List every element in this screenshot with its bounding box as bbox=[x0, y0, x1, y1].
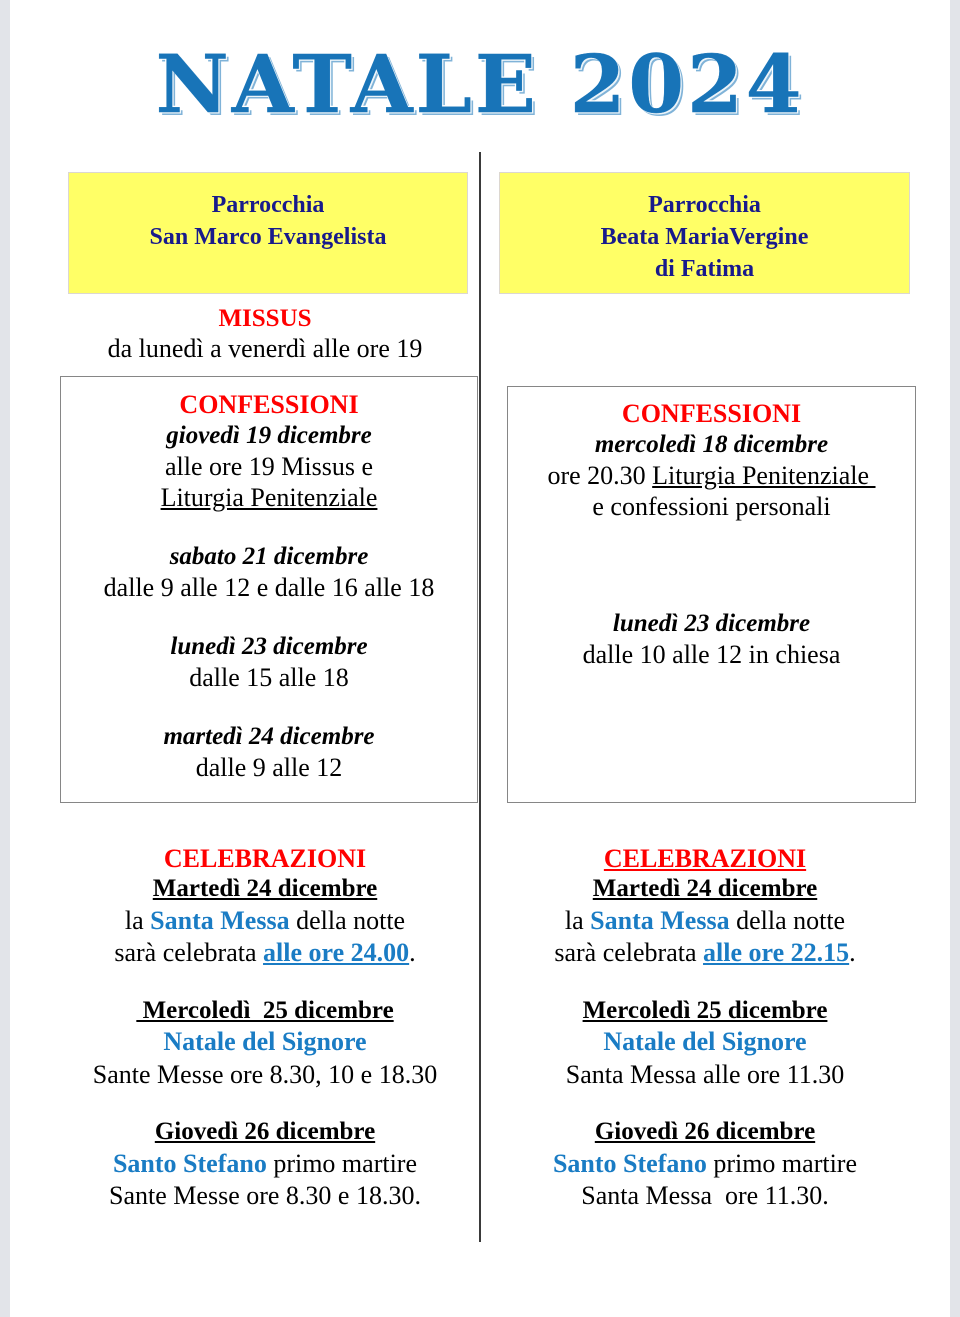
parish-right-line2: Beata MariaVergine bbox=[600, 224, 809, 251]
confessioni-spacer bbox=[61, 603, 477, 632]
confessioni-spacer bbox=[61, 693, 477, 722]
text-part: sarà celebrata bbox=[114, 938, 264, 968]
text-part: della notte bbox=[729, 905, 846, 935]
missus-heading: MISSUS bbox=[218, 305, 312, 332]
confessioni-heading-left: CONFESSIONI bbox=[179, 390, 359, 419]
celebrazioni-spacer bbox=[50, 1091, 480, 1117]
celebrazioni-spacer bbox=[50, 970, 480, 996]
parish-right-line1: Parrocchia bbox=[648, 192, 761, 218]
parish-left-line1: Parrocchia bbox=[211, 192, 325, 218]
celebrazioni-date: Giovedì 26 dicembre bbox=[594, 1118, 816, 1146]
celebrazioni-heading-left: CELEBRAZIONI bbox=[163, 844, 367, 873]
missus-schedule: da lunedì a venerdì alle ore 19 bbox=[107, 334, 423, 363]
santa-messa-highlight: Santa Messa bbox=[150, 905, 290, 935]
confessioni-spacer bbox=[508, 551, 915, 580]
text-part: sarà celebrata bbox=[554, 938, 704, 968]
text-part: la bbox=[124, 905, 151, 935]
celebrazioni-detail bbox=[50, 905, 480, 938]
confessioni-detail bbox=[508, 460, 915, 491]
celebrazioni-spacer bbox=[490, 970, 920, 996]
confessioni-detail: dalle 15 alle 18 bbox=[189, 663, 349, 693]
celebrazioni-feast: Natale del Signore bbox=[163, 1027, 367, 1057]
celebrazioni-date: Mercoledì 25 dicembre bbox=[582, 996, 828, 1024]
celebrazioni-times: Sante Messe ore 8.30 e 18.30. bbox=[109, 1181, 421, 1211]
confessioni-detail: dalle 9 alle 12 e dalle 16 alle 18 bbox=[103, 573, 435, 603]
celebrazioni-feast: Natale del Signore bbox=[603, 1027, 807, 1057]
celebrazioni-times: Sante Messe ore 8.30, 10 e 18.30 bbox=[92, 1059, 438, 1089]
page-content bbox=[10, 0, 950, 1317]
page-title-text: NATALE 2024 bbox=[155, 37, 805, 131]
confessioni-box-right bbox=[507, 386, 916, 803]
mass-time-highlight: alle ore 22.15 bbox=[703, 938, 850, 968]
parish-header-right bbox=[499, 172, 910, 294]
celebrazioni-detail bbox=[490, 905, 920, 938]
confessioni-detail-underlined: Liturgia Penitenziale bbox=[160, 482, 378, 512]
saint-highlight: Santo Stefano bbox=[552, 1148, 707, 1178]
page-title bbox=[10, 37, 950, 131]
text-part: primo martire bbox=[266, 1148, 418, 1178]
celebrazioni-section-right bbox=[490, 843, 920, 1213]
celebrazioni-date: Martedì 24 dicembre bbox=[592, 875, 818, 903]
parish-right-line3: di Fatima bbox=[654, 256, 755, 283]
text-part: della notte bbox=[289, 905, 406, 935]
confessioni-date: lunedì 23 dicembre bbox=[612, 610, 811, 638]
celebrazioni-date: Giovedì 26 dicembre bbox=[154, 1118, 376, 1146]
text-part: . bbox=[849, 938, 856, 968]
celebrazioni-spacer bbox=[490, 1091, 920, 1117]
confessioni-date: mercoledì 18 dicembre bbox=[594, 430, 829, 458]
confessioni-detail: dalle 9 alle 12 bbox=[195, 753, 343, 783]
confessioni-heading-right: CONFESSIONI bbox=[621, 399, 802, 428]
celebrazioni-times: Santa Messa ore 11.30. bbox=[581, 1181, 829, 1211]
celebrazioni-date: Mercoledì 25 dicembre bbox=[136, 996, 394, 1024]
celebrazioni-saint bbox=[50, 1148, 480, 1181]
celebrazioni-date: Martedì 24 dicembre bbox=[152, 875, 378, 903]
confessioni-spacer bbox=[508, 580, 915, 609]
celebrazioni-section-left bbox=[50, 843, 480, 1213]
confessioni-date: martedì 24 dicembre bbox=[163, 723, 375, 751]
celebrazioni-heading-right: CELEBRAZIONI bbox=[603, 844, 807, 873]
text-part: la bbox=[564, 905, 591, 935]
celebrazioni-detail bbox=[490, 937, 920, 970]
parish-left-line2: San Marco Evangelista bbox=[149, 224, 387, 251]
confessioni-date: sabato 21 dicembre bbox=[169, 543, 369, 571]
confessioni-date: giovedì 19 dicembre bbox=[166, 421, 372, 449]
celebrazioni-detail bbox=[50, 937, 480, 970]
celebrazioni-saint bbox=[490, 1148, 920, 1181]
confessioni-date: lunedì 23 dicembre bbox=[170, 633, 368, 661]
confessioni-detail: dalle 10 alle 12 in chiesa bbox=[582, 640, 841, 670]
confessioni-spacer bbox=[61, 513, 477, 542]
celebrazioni-times: Santa Messa alle ore 11.30 bbox=[565, 1059, 845, 1089]
mass-time-highlight: alle ore 24.00 bbox=[263, 938, 410, 968]
liturgia-underlined: Liturgia Penitenziale bbox=[652, 460, 876, 490]
saint-highlight: Santo Stefano bbox=[112, 1148, 267, 1178]
confessioni-detail: e confessioni personali bbox=[592, 491, 831, 521]
text-part: ore 20.30 bbox=[547, 460, 653, 490]
text-part: primo martire bbox=[706, 1148, 858, 1178]
confessioni-spacer bbox=[508, 522, 915, 551]
parish-header-left bbox=[68, 172, 468, 294]
santa-messa-highlight: Santa Messa bbox=[590, 905, 730, 935]
missus-section bbox=[50, 305, 480, 364]
text-part: . bbox=[409, 938, 416, 968]
confessioni-box-left bbox=[60, 376, 478, 803]
confessioni-detail: alle ore 19 Missus e bbox=[165, 451, 373, 481]
